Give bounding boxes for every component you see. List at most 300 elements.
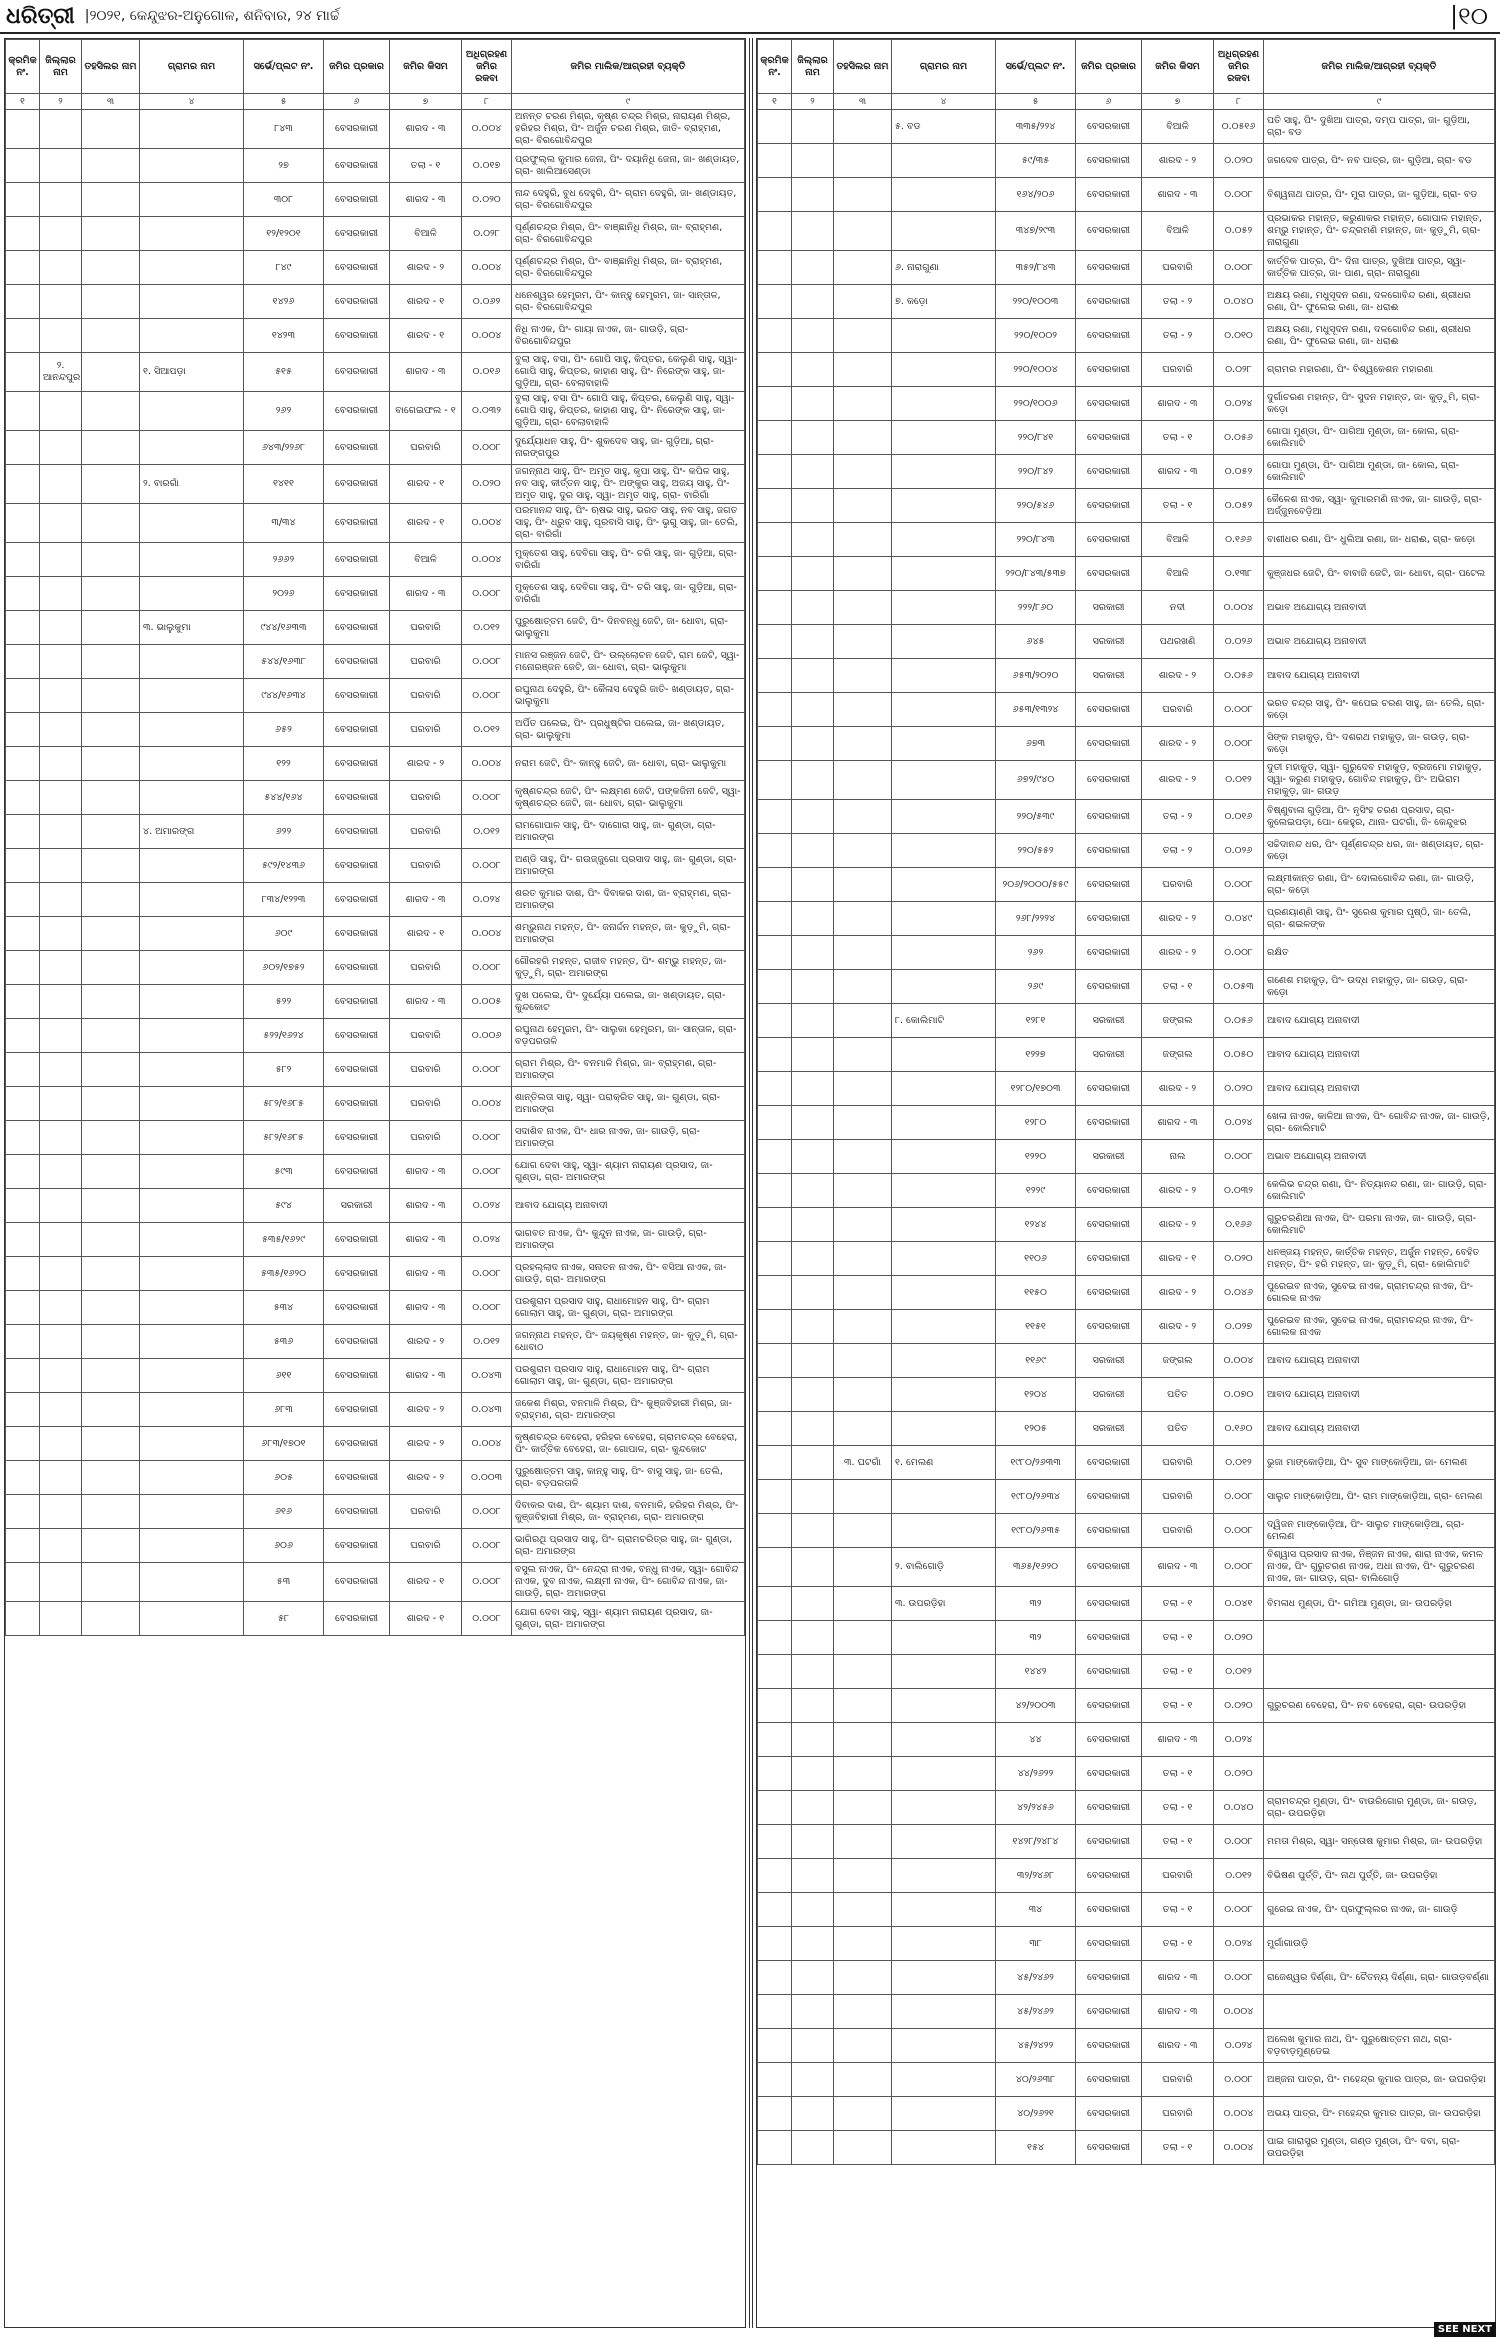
tahasil-cell: [82, 1291, 140, 1325]
table-row: [758, 659, 1495, 693]
land-class-cell: ଘରବାରି: [390, 849, 462, 883]
land-class-cell: ଶାରଦ - ୨: [390, 747, 462, 781]
tahasil-cell: [834, 936, 892, 970]
district-cell: [40, 465, 82, 504]
plot-number-cell: ୧୨୮୦/୧୭୦୩: [996, 1072, 1076, 1106]
village-cell: ୭. କଡ଼ୋ: [892, 285, 996, 319]
table-row: [6, 110, 745, 149]
table-row: [758, 1825, 1495, 1859]
serial-cell: [758, 1242, 792, 1276]
tahasil-cell: [82, 431, 140, 465]
land-type-cell: ବେସରକାରୀ: [1076, 1723, 1142, 1757]
tahasil-cell: ୩. ଘଟଗାଁ: [834, 1446, 892, 1480]
plot-number-cell: ୨୨୦/୮୪୩: [996, 523, 1076, 557]
village-cell: [892, 1106, 996, 1140]
area-cell: ୦.୦୫୬: [1214, 1004, 1264, 1038]
tahasil-cell: [834, 902, 892, 936]
area-cell: ୦.୦୦୮: [1214, 1548, 1264, 1587]
land-type-cell: ବେସରକାରୀ: [324, 1257, 390, 1291]
plot-number-cell: ୪୫/୨୪୬୨: [996, 1961, 1076, 1995]
owner-cell: ଅଭାବ ଅଯୋଗ୍ୟ ଅନାବାଦୀ: [1264, 591, 1495, 625]
district-cell: [792, 2029, 834, 2063]
village-cell: [892, 1140, 996, 1174]
area-cell: ୦.୦୦୪: [1214, 2097, 1264, 2131]
district-cell: [792, 1446, 834, 1480]
tahasil-cell: [834, 1655, 892, 1689]
plot-number-cell: ୫୮୨/୧୬୮୫: [244, 1121, 324, 1155]
serial-cell: [6, 1427, 40, 1461]
area-cell: ୦.୦୨୪: [1214, 1927, 1264, 1961]
table-row: [6, 1257, 745, 1291]
area-cell: ୦.୦୦୪: [462, 504, 512, 543]
land-class-cell: ଶାରଦ - ୩: [390, 1155, 462, 1189]
tahasil-cell: [82, 1529, 140, 1563]
tahasil-cell: [82, 1223, 140, 1257]
village-cell: [140, 713, 244, 747]
village-cell: [140, 149, 244, 183]
plot-number-cell: ୪୨/୨୪୫୬: [996, 1791, 1076, 1825]
area-cell: ୦.୦୫୬: [1214, 421, 1264, 455]
tahasil-cell: [82, 1155, 140, 1189]
village-cell: [892, 659, 996, 693]
district-cell: [792, 761, 834, 800]
land-type-cell: ବେସରକାରୀ: [1076, 834, 1142, 868]
table-row: [758, 2097, 1495, 2131]
serial-cell: [6, 679, 40, 713]
tahasil-cell: [834, 1106, 892, 1140]
serial-cell: [758, 591, 792, 625]
serial-cell: [6, 1393, 40, 1427]
owner-cell: ଜଗନ୍ନାଥ ସାହୁ, ପିଂ- ଅମୃତ ସାହୁ, କୃପା ସାହୁ, ପିଂ- କପିଳ ସାହୁ, ନବ ସାହୁ, କୀର୍ତ୍ତନ ସାହୁ, ପିଂ- ଅଙ୍କୁର ସାହୁ, ଅଜୟ ସାହୁ, ପିଂ- ଅମୃତ ସାହୁ, ଦୁର ସାହୁ, ସ୍ୱା- ଅମୃତ ସାହୁ, ଗ୍ରା- ବାରିଗାଁ: [512, 465, 745, 504]
table-row: [758, 1791, 1495, 1825]
owner-cell: ମୁର୍ଗାଗାଉଡ଼ି: [1264, 1927, 1495, 1961]
plot-number-cell: ୨୨୦/୧୦୦୨: [996, 319, 1076, 353]
owner-cell: ଅଞ୍ଜନା ପାତ୍ର, ପିଂ- ମହେନ୍ଦ୍ର କୁମାର ପାତ୍ର, ଜା- ଉପରଡ଼ିହା: [1264, 2063, 1495, 2097]
serial-cell: [758, 353, 792, 387]
area-cell: ୦.୦୦୪: [462, 1087, 512, 1121]
area-cell: ୦.୦୧୬: [1214, 800, 1264, 834]
land-class-cell: ଶାରଦ - ୩: [390, 1223, 462, 1257]
plot-number-cell: ୨୦୬/୨୦୦୦/୫୫୯: [996, 868, 1076, 902]
table-header-row: [6, 40, 745, 94]
district-cell: [792, 868, 834, 902]
tahasil-cell: [834, 1621, 892, 1655]
village-cell: [892, 1927, 996, 1961]
land-class-cell: ଶାରଦ - ୧: [390, 917, 462, 951]
area-cell: ୦.୦୨୦: [1214, 1757, 1264, 1791]
plot-number-cell: ୬୮୩: [244, 1393, 324, 1427]
owner-cell: ସାଲୁଚ ମାଙ୍କୋଡ଼ିଆ, ପିଂ- ରାମ ମାଙ୍କୋଡ଼ିଆ, ଗ୍ରା- ମେଲଣ: [1264, 1480, 1495, 1514]
tahasil-cell: [834, 693, 892, 727]
plot-number-cell: ୧୧୫୦: [996, 1276, 1076, 1310]
village-cell: [140, 285, 244, 319]
land-class-cell: ତଲା - ୧: [1142, 1757, 1214, 1791]
plot-number-cell: ୨୬୯: [996, 970, 1076, 1004]
owner-cell: ଦୁର୍ଗାଚରଣ ମହାନ୍ତ, ପିଂ- ସୁଦନ ମହାନ୍ତ, ଜା- କୁଡ଼ୁମି, ଗ୍ରା- କଡ଼ୋ: [1264, 387, 1495, 421]
col-header: ତହସିଲର ନାମ: [834, 40, 892, 94]
land-type-cell: ବେସରକାରୀ: [1076, 1242, 1142, 1276]
table-row: [6, 431, 745, 465]
plot-number-cell: ୨୦୨୬: [244, 577, 324, 611]
district-cell: [792, 421, 834, 455]
land-type-cell: ବେସରକାରୀ: [324, 815, 390, 849]
table-row: [6, 465, 745, 504]
col-header: କ୍ରମିକ ନଂ.: [758, 40, 792, 94]
owner-cell: ପାଇ ଗାରାସ୍ତ୍ର ମୁଣ୍ଡା, ଗଣ୍ଡ ମୁଣ୍ଡା, ପିଂ- ଦବା, ଗ୍ରା- ଉପରଡ଼ିହା: [1264, 2131, 1495, 2165]
district-cell: [40, 149, 82, 183]
table-row: [758, 693, 1495, 727]
area-cell: ୦.୦୦୮: [1214, 1893, 1264, 1927]
land-type-cell: ବେସରକାରୀ: [324, 1087, 390, 1121]
col-number: ୭: [390, 94, 462, 110]
table-row: [6, 951, 745, 985]
land-type-cell: ବେସରକାରୀ: [324, 679, 390, 713]
village-cell: [892, 693, 996, 727]
district-cell: [40, 1223, 82, 1257]
plot-number-cell: ୫୪୪/୧୬୩୮: [244, 645, 324, 679]
land-type-cell: ବେସରକାରୀ: [1076, 1791, 1142, 1825]
land-class-cell: ଶାରଦ - ୩: [390, 1189, 462, 1223]
tahasil-cell: [82, 1325, 140, 1359]
land-type-cell: ବେସରକାରୀ: [324, 577, 390, 611]
land-class-cell: ଶାରଦ - ୩: [390, 577, 462, 611]
land-type-cell: ବେସରକାରୀ: [1076, 936, 1142, 970]
owner-cell: ଜକେଶ ମିଶ୍ର, ବନମାଳି ମିଶ୍ର, ପିଂ- କୁଞ୍ଜବିହାରୀ ମିଶ୍ର, ଜା- ବ୍ରାହ୍ମଣ, ଗ୍ରା- ଅମାରଙ୍ଗ: [512, 1393, 745, 1427]
village-cell: ୨. ବାଲିଗୋଡ଼ି: [892, 1548, 996, 1587]
plot-number-cell: ୮୪୩: [244, 110, 324, 149]
plot-number-cell: ୬୪୩/୨୨୬୮: [244, 431, 324, 465]
village-cell: [892, 387, 996, 421]
land-type-cell: ବେସରକାରୀ: [324, 747, 390, 781]
land-class-cell: ବିଆଳି: [390, 217, 462, 251]
serial-cell: [758, 421, 792, 455]
tahasil-cell: [834, 1825, 892, 1859]
district-cell: [792, 285, 834, 319]
land-class-cell: ଘରବାରି: [390, 1087, 462, 1121]
owner-cell: ଅଲେଖ କୁମାର ନାଥ, ପିଂ- ପୁରୁଷୋତ୍ତମ ନାଥ, ଗ୍ରା- ବଡ଼ବାଡ଼ମୁଣ୍ଡେଇ: [1264, 2029, 1495, 2063]
district-cell: [792, 1310, 834, 1344]
land-class-cell: ଘରବାରି: [390, 1053, 462, 1087]
owner-cell: [1264, 1655, 1495, 1689]
area-cell: ୦.୧୩୮: [1214, 557, 1264, 591]
tahasil-cell: [834, 659, 892, 693]
area-cell: ୦.୦୨୮: [462, 217, 512, 251]
land-table-right: [756, 38, 1496, 2328]
tahasil-cell: [834, 1174, 892, 1208]
land-type-cell: ବେସରକାରୀ: [324, 1427, 390, 1461]
land-class-cell: ଘରବାରି: [390, 713, 462, 747]
plot-number-cell: ୩/୩୪: [244, 504, 324, 543]
village-cell: [892, 178, 996, 212]
owner-cell: ରାମଗୋପାଳ ସାହୁ, ପିଂ- ଦାଗୋରା ସାହୁ, ଜା- ଗୁଣ୍ଡା, ଗ୍ରା- ଅମାରଙ୍ଗ: [512, 815, 745, 849]
owner-cell: ବିଷ୍ଣୁବାଳା ଗୁଡ଼ିଆ, ପିଂ- ନୃସିଂହ ଚରଣ ପ୍ରସାଦ, ଗ୍ରା- କୁଲେଇପଡ଼ା, ପୋ- କେହୁର, ଥାନା- ଘଟଗାଁ, ଜି- କେନ୍ଦୁଝର: [1264, 800, 1495, 834]
area-cell: ୦.୦୧୨: [1214, 1859, 1264, 1893]
land-class-cell: ନାଲ: [1142, 1140, 1214, 1174]
serial-cell: [6, 577, 40, 611]
serial-cell: [758, 2131, 792, 2165]
col-header: ଜମିର ମାଲିକ/ଆଗ୍ରହୀ ବ୍ୟକ୍ତି: [1264, 40, 1495, 94]
plot-number-cell: ୩୮: [996, 1927, 1076, 1961]
owner-cell: ରଘୁନାଥ ଦେହୁରି, ପିଂ- କୈଳାସ ଦେହୁରି ଜାତି- ଖଣ୍ଡାୟତ, ଗ୍ରା- ଭାଲୁକୁମା: [512, 679, 745, 713]
village-cell: [140, 849, 244, 883]
district-cell: [40, 1155, 82, 1189]
village-cell: [892, 834, 996, 868]
tahasil-cell: [834, 251, 892, 285]
district-cell: [40, 183, 82, 217]
area-cell: ୦.୦୦୮: [462, 1495, 512, 1529]
village-cell: [892, 625, 996, 659]
tahasil-cell: [82, 747, 140, 781]
owner-cell: ମୁକ୍ତେଶ ସାହୁ, ଦେବିଗା ସାହୁ, ପିଂ- ଚରି ସାହୁ, ଜା- ଗୁଡ଼ିଆ, ଗ୍ରା- ବାରିଗାଁ: [512, 577, 745, 611]
land-class-cell: ଶାରଦ - ୨: [1142, 1276, 1214, 1310]
area-cell: ୦.୦୦୮: [462, 431, 512, 465]
serial-cell: [758, 1825, 792, 1859]
land-type-cell: ବେସରକାରୀ: [1076, 178, 1142, 212]
area-cell: ୦.୦୨୦: [1214, 1242, 1264, 1276]
area-cell: ୦.୦୭୦: [1214, 1378, 1264, 1412]
tahasil-cell: [834, 1004, 892, 1038]
land-type-cell: ବେସରକାରୀ: [1076, 387, 1142, 421]
col-header: ଜିଲ୍ଲାର ନାମ: [792, 40, 834, 94]
owner-cell: ନାନ୍ଦ ଦେହୁରି, ବୁଧ ଦେହୁରି, ପିଂ- ଗ୍ରାମ ଦେହୁରି, ଜା- ଖଣ୍ଡାୟତ, ଗ୍ରା- ବିରଗୋବିନ୍ଦପୁର: [512, 183, 745, 217]
serial-cell: [758, 1310, 792, 1344]
serial-cell: [758, 455, 792, 489]
col-header: ଜମିର ପ୍ରକାର: [1076, 40, 1142, 94]
land-class-cell: ଶାରଦ - ୧: [390, 504, 462, 543]
land-class-cell: ଶାରଦ - ୨: [1142, 144, 1214, 178]
owner-cell: ଗୌରହରି ମହନ୍ତ, ରାଜୀବ ମହନ୍ତ, ପିଂ- ଶମ୍ଭୁ ମହନ୍ତ, ଜା- କୁଡ଼ୁମି, ଗ୍ରା- ଅମାରଙ୍ଗ: [512, 951, 745, 985]
land-class-cell: ତଲା - ୧: [390, 149, 462, 183]
land-type-cell: ବେସରକାରୀ: [1076, 1655, 1142, 1689]
table-row: [758, 353, 1495, 387]
table-row: [758, 1038, 1495, 1072]
owner-cell: ଗୋପା ମୁଣ୍ଡା, ପିଂ- ପାଗିଆ ମୁଣ୍ଡା, ଜା- କୋଲ, ଗ୍ରା- କୋଲିମାଟି: [1264, 421, 1495, 455]
table-row: [6, 1529, 745, 1563]
table-row: [758, 1621, 1495, 1655]
owner-cell: ଧନେଶ୍ୱର ହେମ୍ବ୍ରମ, ପିଂ- କାନ୍ହୁ ହେମ୍ବ୍ରମ, ଜା- ସାନ୍ତାଳ, ଗ୍ରା- ବିରଗୋବିନ୍ଦପୁର: [512, 285, 745, 319]
tahasil-cell: [834, 1242, 892, 1276]
land-class-cell: ଶାରଦ - ୨: [1142, 1310, 1214, 1344]
tahasil-cell: [834, 970, 892, 1004]
area-cell: ୦.୦୦୮: [1214, 2063, 1264, 2097]
land-class-cell: ଶାରଦ - ୨: [390, 1427, 462, 1461]
district-cell: [792, 455, 834, 489]
plot-number-cell: ୨୨୦/୧୦୦୩: [996, 285, 1076, 319]
table-row: [758, 970, 1495, 1004]
tahasil-cell: [834, 319, 892, 353]
area-cell: ୦.୦୦୩: [462, 1461, 512, 1495]
owner-cell: ଗୁରୁଚରଣ ବେହେରା, ପିଂ- ନବ ବେହେରା, ଗ୍ରା- ଉପରଡ଼ିହା: [1264, 1689, 1495, 1723]
table-row: [758, 489, 1495, 523]
owner-cell: ଆବାଦ ଯୋଗ୍ୟ ଅନାବାଦୀ: [1264, 1004, 1495, 1038]
land-class-cell: ଜଙ୍ଗଲ: [1142, 1344, 1214, 1378]
district-cell: [792, 1242, 834, 1276]
plot-number-cell: ୨୨୨/୮୬୦: [996, 591, 1076, 625]
village-cell: [140, 645, 244, 679]
area-cell: ୦.୦୨୭: [1214, 1310, 1264, 1344]
area-cell: ୦.୦୨୪: [462, 883, 512, 917]
serial-cell: [758, 1480, 792, 1514]
tahasil-cell: [82, 1121, 140, 1155]
district-cell: [792, 319, 834, 353]
district-cell: [40, 1359, 82, 1393]
tahasil-cell: [82, 883, 140, 917]
area-cell: ୦.୦୦୮: [462, 577, 512, 611]
table-row: [6, 319, 745, 353]
district-cell: [792, 1480, 834, 1514]
plot-number-cell: ୩୦୮: [244, 183, 324, 217]
land-class-cell: ଘରବାରି: [1142, 693, 1214, 727]
district-cell: [792, 353, 834, 387]
area-cell: ୦.୦୦୮: [1214, 1825, 1264, 1859]
village-cell: ୩. ଭାଲୁକୁମା: [140, 611, 244, 645]
serial-cell: [6, 645, 40, 679]
area-cell: ୦.୦୨୦: [1214, 1621, 1264, 1655]
district-cell: [40, 1563, 82, 1602]
serial-cell: [758, 936, 792, 970]
district-cell: [40, 951, 82, 985]
land-type-cell: ବେସରକାରୀ: [324, 1359, 390, 1393]
village-cell: [892, 591, 996, 625]
area-cell: ୦.୦୨୦: [462, 183, 512, 217]
land-type-cell: ବେସରକାରୀ: [1076, 1548, 1142, 1587]
serial-cell: [758, 212, 792, 251]
district-cell: [40, 1053, 82, 1087]
village-cell: [140, 543, 244, 577]
land-type-cell: ବେସରକାରୀ: [324, 285, 390, 319]
col-header: ସର୍ଭେ/ପ୍ଲଟ ନଂ.: [996, 40, 1076, 94]
owner-cell: ପରଶୁରାମ ପ୍ରସାଦ ସାହୁ, ରାଧାମୋହନ ସାହୁ, ପିଂ- ଗ୍ରାମ ଗୋଲାମ ସାହୁ, ଜା- ଗୁଣ୍ଡା, ଗ୍ରା- ଅମାରଙ୍ଗ: [512, 1359, 745, 1393]
plot-number-cell: ୫୯୩: [244, 1155, 324, 1189]
table-row: [6, 149, 745, 183]
plot-number-cell: ୬୮୩/୧୭୦୧: [244, 1427, 324, 1461]
land-class-cell: ଶାରଦ - ୨: [390, 1393, 462, 1427]
table-row: [758, 144, 1495, 178]
plot-number-cell: ୪୫/୨୪୬୨: [996, 1995, 1076, 2029]
land-class-cell: ତଲା - ୧: [1142, 421, 1214, 455]
serial-cell: [758, 489, 792, 523]
land-type-cell: ସରକାରୀ: [1076, 1140, 1142, 1174]
village-cell: [892, 1276, 996, 1310]
district-cell: [792, 1174, 834, 1208]
district-cell: [792, 727, 834, 761]
land-type-cell: ବେସରକାରୀ: [324, 781, 390, 815]
land-type-cell: ବେସରକାରୀ: [324, 1155, 390, 1189]
area-cell: ୦.୦୦୪: [1214, 1344, 1264, 1378]
table-row: [6, 504, 745, 543]
land-type-cell: ବେସରକାରୀ: [1076, 1208, 1142, 1242]
land-type-cell: ବେସରକାରୀ: [1076, 1446, 1142, 1480]
land-type-cell: ବେସରକାରୀ: [324, 917, 390, 951]
serial-cell: [758, 1791, 792, 1825]
plot-number-cell: ୯୪୪/୧୬୩୪: [244, 679, 324, 713]
land-type-cell: ବେସରକାରୀ: [324, 149, 390, 183]
tahasil-cell: [834, 110, 892, 144]
land-class-cell: ଶାରଦ - ୩: [1142, 455, 1214, 489]
land-class-cell: ତଲା - ୨: [1142, 834, 1214, 868]
col-header: ତହସିଲର ନାମ: [82, 40, 140, 94]
tahasil-cell: [82, 1053, 140, 1087]
village-cell: [892, 2131, 996, 2165]
plot-number-cell: ୬୦୫: [244, 1461, 324, 1495]
district-cell: [40, 747, 82, 781]
plot-number-cell: ୩୨/୨୪୬୮: [996, 1859, 1076, 1893]
serial-cell: [758, 1893, 792, 1927]
land-class-cell: ପତିତ: [1142, 1378, 1214, 1412]
tahasil-cell: [834, 1995, 892, 2029]
land-type-cell: ବେସରକାରୀ: [324, 1602, 390, 1636]
owner-cell: ଯୋଗ ଦେବା ସାହୁ, ସ୍ୱା- ଶ୍ୟାମ ନାରାୟଣ ପ୍ରସାଦ, ଜା- ଗୁଣ୍ଡା, ଗ୍ରା- ଅମାରଙ୍ଗ: [512, 1602, 745, 1636]
village-cell: [140, 1602, 244, 1636]
serial-cell: [758, 1961, 792, 1995]
district-cell: [792, 1723, 834, 1757]
table-row: [758, 1587, 1495, 1621]
table-row: [758, 2063, 1495, 2097]
land-class-cell: ତଲା - ୧: [1142, 1927, 1214, 1961]
plot-number-cell: ୫୮: [244, 1602, 324, 1636]
land-class-cell: ତଲା - ୧: [1142, 970, 1214, 1004]
owner-cell: ଶରତ କୁମାର ଦାଶ, ପିଂ- ଦିବାକର ଦାଶ, ଜା- ବ୍ରାହ୍ମଣ, ଗ୍ରା- ଅମାରଙ୍ଗ: [512, 883, 745, 917]
land-type-cell: ବେସରକାରୀ: [1076, 212, 1142, 251]
tahasil-cell: [834, 285, 892, 319]
area-cell: ୦.୧୬୬: [1214, 523, 1264, 557]
col-number: ୮: [1214, 94, 1264, 110]
district-cell: [792, 212, 834, 251]
land-class-cell: ଶାରଦ - ୩: [1142, 1106, 1214, 1140]
land-class-cell: ଶାରଦ - ୨: [1142, 761, 1214, 800]
district-cell: [40, 1087, 82, 1121]
village-cell: [892, 936, 996, 970]
table-row: [6, 815, 745, 849]
district-cell: [792, 1587, 834, 1621]
plot-number-cell: ୨୨୦/୧୦୦୪: [996, 353, 1076, 387]
district-cell: [40, 1393, 82, 1427]
owner-cell: ଅର୍ପିତ ପଲେଇ, ପିଂ- ପ୍ରଧୁଷ୍ଟିର ପଲେଇ, ଜା- ଖଣ୍ଡାୟତ, ଗ୍ରା- ଭାଲୁକୁମା: [512, 713, 745, 747]
district-cell: [792, 2063, 834, 2097]
table-row: [758, 557, 1495, 591]
owner-cell: ରକ୍ଷିତ: [1264, 936, 1495, 970]
tahasil-cell: [834, 868, 892, 902]
owner-cell: ପ୍ରଭାକର ମହାନ୍ତ, କରୁଣାକର ମହାନ୍ତ, ଗୋପାଳ ମହାନ୍ତ, ଶମ୍ଭୁ ମହାନ୍ତ, ପିଂ- ଚନ୍ଦ୍ରମଣି ମହାନ୍ତ, ଜା- କୁଡ଼ୁମି, ଗ୍ରା- ନାରାଗୁଣା: [1264, 212, 1495, 251]
district-cell: [792, 1208, 834, 1242]
village-cell: ୮. କୋଲିମାଟି: [892, 1004, 996, 1038]
village-cell: [140, 917, 244, 951]
serial-cell: [6, 1121, 40, 1155]
plot-number-cell: ୬୫୩/୧୩୨୪: [996, 693, 1076, 727]
area-cell: ୦.୦୨୪: [1214, 1106, 1264, 1140]
plot-number-cell: ୧୬୪/୨୦୬: [996, 178, 1076, 212]
plot-number-cell: ୫୩୫/୧୬୨୯: [244, 1223, 324, 1257]
district-cell: [792, 1106, 834, 1140]
serial-cell: [758, 1038, 792, 1072]
table-row: [758, 902, 1495, 936]
village-cell: [892, 1995, 996, 2029]
village-cell: [140, 679, 244, 713]
area-cell: ୦.୦୪୩: [462, 1393, 512, 1427]
district-cell: [40, 1602, 82, 1636]
owner-cell: କେଲିଭ ଚନ୍ଦ୍ର ରଣା, ପିଂ- ନିତ୍ୟାନନ୍ଦ ରଣା, ଜା- ଗାଉଡ଼ି, ଗ୍ରା- କୋଲିମାଟି: [1264, 1174, 1495, 1208]
table-row: [6, 1602, 745, 1636]
land-class-cell: ଶାରଦ - ୧: [390, 319, 462, 353]
table-row: [758, 1757, 1495, 1791]
table-row: [758, 1106, 1495, 1140]
district-cell: [40, 1427, 82, 1461]
village-cell: [892, 1825, 996, 1859]
tahasil-cell: [834, 1548, 892, 1587]
plot-number-cell: ୬୧୬: [244, 1495, 324, 1529]
area-cell: ୦.୦୫୨: [1214, 455, 1264, 489]
area-cell: ୦.୦୦୫: [462, 985, 512, 1019]
